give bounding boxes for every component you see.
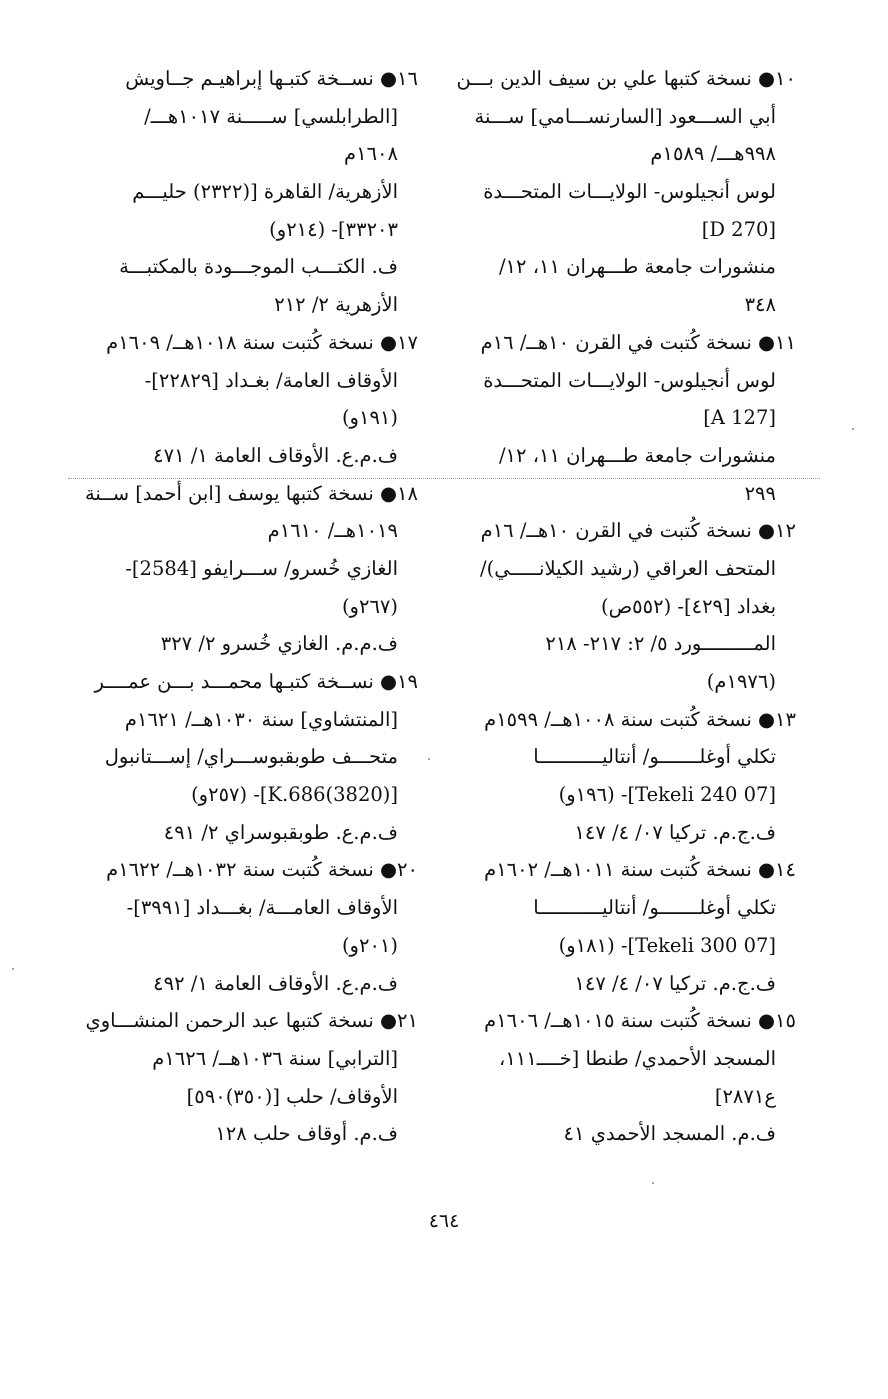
entry-heading-line: ١٨● نسخة كتبها يوسف [ابن أحمد] ســنة (84, 481, 418, 505)
entry-detail-line: لوس أنجيلوس- الولايـــات المتحـــدة (483, 368, 776, 392)
entry-detail-line: ف.ج.م. تركيا ٠٧/ ٤/ ١٤٧ (574, 971, 776, 995)
entry-detail-line: ف.م. أوقاف حلب ١٢٨ (215, 1122, 398, 1146)
entry-detail-line: تكلي أوغلـــــــو/ أنتاليـــــــــــا (533, 745, 776, 769)
entry-detail-line: منشورات جامعة طـــهران ١١، ١٢/ (498, 443, 776, 467)
entry-detail-line: الغازي خُسرو/ ســـرايفو [2584]- (125, 556, 398, 580)
right-column (438, 60, 796, 1153)
entry-detail-line: الأوقاف/ حلب [(٣٥٠)٥٩٠] (186, 1084, 398, 1108)
entry-detail-line: بغداد [٤٢٩]- (٥٥٢ص) (600, 594, 776, 618)
entry-detail-line: [A 127] (703, 406, 776, 430)
entry-detail-line: ف.م.ع. الأوقاف العامة ١/ ٤٧١ (153, 443, 398, 467)
entry-detail-line: ع٢٨٧١] (714, 1084, 776, 1108)
dotted-divider (68, 478, 820, 479)
entry-detail-line: ٩٩٨هـــ/ ١٥٨٩م (650, 142, 776, 166)
entry-detail-line: ٢٩٩ (744, 481, 776, 505)
entry-detail-line: الأوقاف العامـــة/ بغـــداد [٣٩٩١]- (126, 896, 398, 920)
scan-speck (652, 1182, 654, 1184)
entry-heading-line: ٢٠● نسخة كُتبت سنة ١٠٣٢هــ/ ١٦٢٢م (106, 858, 418, 882)
entry-detail-line: [الطرابلسي] ســـــنة ١٠١٧هـــ/ (144, 104, 398, 128)
entry-detail-line: ١٦٠٨م (344, 142, 398, 166)
entry-detail-line: [D 270] (701, 217, 776, 241)
entry-detail-line: ١٠١٩هــ/ ١٦١٠م (267, 519, 398, 543)
page-number: ٤٦٤ (428, 1210, 460, 1232)
entry-detail-line: المسجد الأحمدي/ طنطا [خــــ١١١، (499, 1046, 776, 1070)
entry-heading-line: ١٧● نسخة كُتبت سنة ١٠١٨هــ/ ١٦٠٩م (106, 330, 418, 354)
entry-detail-line: [الترابي] سنة ١٠٣٦هــ/ ١٦٢٦م (152, 1046, 398, 1070)
entry-detail-line: المتحف العراقي (رشيد الكيلانـــــي)/ (480, 556, 776, 580)
entry-detail-line: المـــــــــورد ٥/ ٢: ٢١٧- ٢١٨ (545, 632, 776, 656)
entry-heading-line: ١٣● نسخة كُتبت سنة ١٠٠٨هــ/ ١٥٩٩م (484, 707, 796, 731)
entry-detail-line: [07 Tekeli 240]- (١٩٦و) (558, 783, 776, 807)
entry-detail-line: ٣٣٢٠٣]- (٢١٤و) (269, 217, 398, 241)
entry-heading-line: ١٩● نســخة كتبـها محمـــد بـــن عمــــر (94, 670, 418, 693)
entry-heading-line: ١١● نسخة كُتبت في القرن ١٠هــ/ ١٦م (480, 330, 796, 354)
left-column (73, 60, 418, 1153)
entry-detail-line: [(3820)K.686]- (٢٥٧و) (191, 783, 398, 807)
entry-detail-line: ٣٤٨ (744, 293, 776, 317)
entry-detail-line: ف.ج.م. تركيا ٠٧/ ٤/ ١٤٧ (574, 820, 776, 844)
scan-speck (428, 758, 430, 760)
entry-detail-line: [المنتشاوي] سنة ١٠٣٠هــ/ ١٦٢١م (124, 707, 398, 731)
entry-detail-line: ف.م.ع. طوبقبوسراي ٢/ ٤٩١ (163, 820, 398, 844)
entry-heading-line: ١٦● نســخة كتبـها إبراهيـم جــاويش (125, 67, 418, 90)
entry-detail-line: الأزهرية ٢/ ٢١٢ (274, 293, 398, 317)
entry-detail-line: (١٩٧٦م) (706, 670, 776, 693)
scan-speck (852, 428, 854, 430)
entry-detail-line: ف.م.م. الغازي خُسرو ٢/ ٣٢٧ (160, 632, 398, 656)
entry-detail-line: الأزهرية/ القاهرة [(٢٣٢٢) حليـــم (132, 180, 398, 204)
entry-detail-line: (٢٠١و) (341, 933, 398, 957)
entry-heading-line: ١٢● نسخة كُتبت في القرن ١٠هــ/ ١٦م (480, 519, 796, 543)
entry-detail-line: لوس أنجيلوس- الولايـــات المتحـــدة (483, 180, 776, 204)
entry-detail-line: ف.م.ع. الأوقاف العامة ١/ ٤٩٢ (153, 971, 398, 995)
entry-detail-line: ف.م. المسجد الأحمدي ٤١ (563, 1122, 776, 1146)
entry-heading-line: ١٥● نسخة كُتبت سنة ١٠١٥هــ/ ١٦٠٦م (484, 1009, 796, 1033)
entry-detail-line: (٢٦٧و) (341, 594, 398, 618)
entry-detail-line: تكلي أوغلـــــــو/ أنتاليـــــــــــا (533, 896, 776, 920)
entry-detail-line: (١٩١و) (341, 406, 398, 430)
entry-detail-line: متحـــف طوبقبوســـراي/ إســـتانبول (104, 745, 398, 769)
entry-heading-line: ١٤● نسخة كُتبت سنة ١٠١١هــ/ ١٦٠٢م (484, 858, 796, 882)
scan-speck (12, 968, 14, 970)
entry-detail-line: ف. الكتـــب الموجـــودة بالمكتبـــة (119, 255, 398, 279)
entry-detail-line: منشورات جامعة طـــهران ١١، ١٢/ (498, 255, 776, 279)
entry-detail-line: [07 Tekeli 300]- (١٨١و) (558, 933, 776, 957)
entry-heading-line: ٢١● نسخة كتبها عبد الرحمن المنشـــاوي (85, 1009, 418, 1033)
entry-heading-line: ١٠● نسخة كتبها علي بن سيف الدين بـــن (456, 67, 796, 90)
entry-detail-line: أبي الســـعود [السارنســـامي] ســـنة (474, 104, 776, 128)
entry-detail-line: الأوقاف العامة/ بغـداد [٢٢٨٢٩]- (144, 368, 398, 392)
